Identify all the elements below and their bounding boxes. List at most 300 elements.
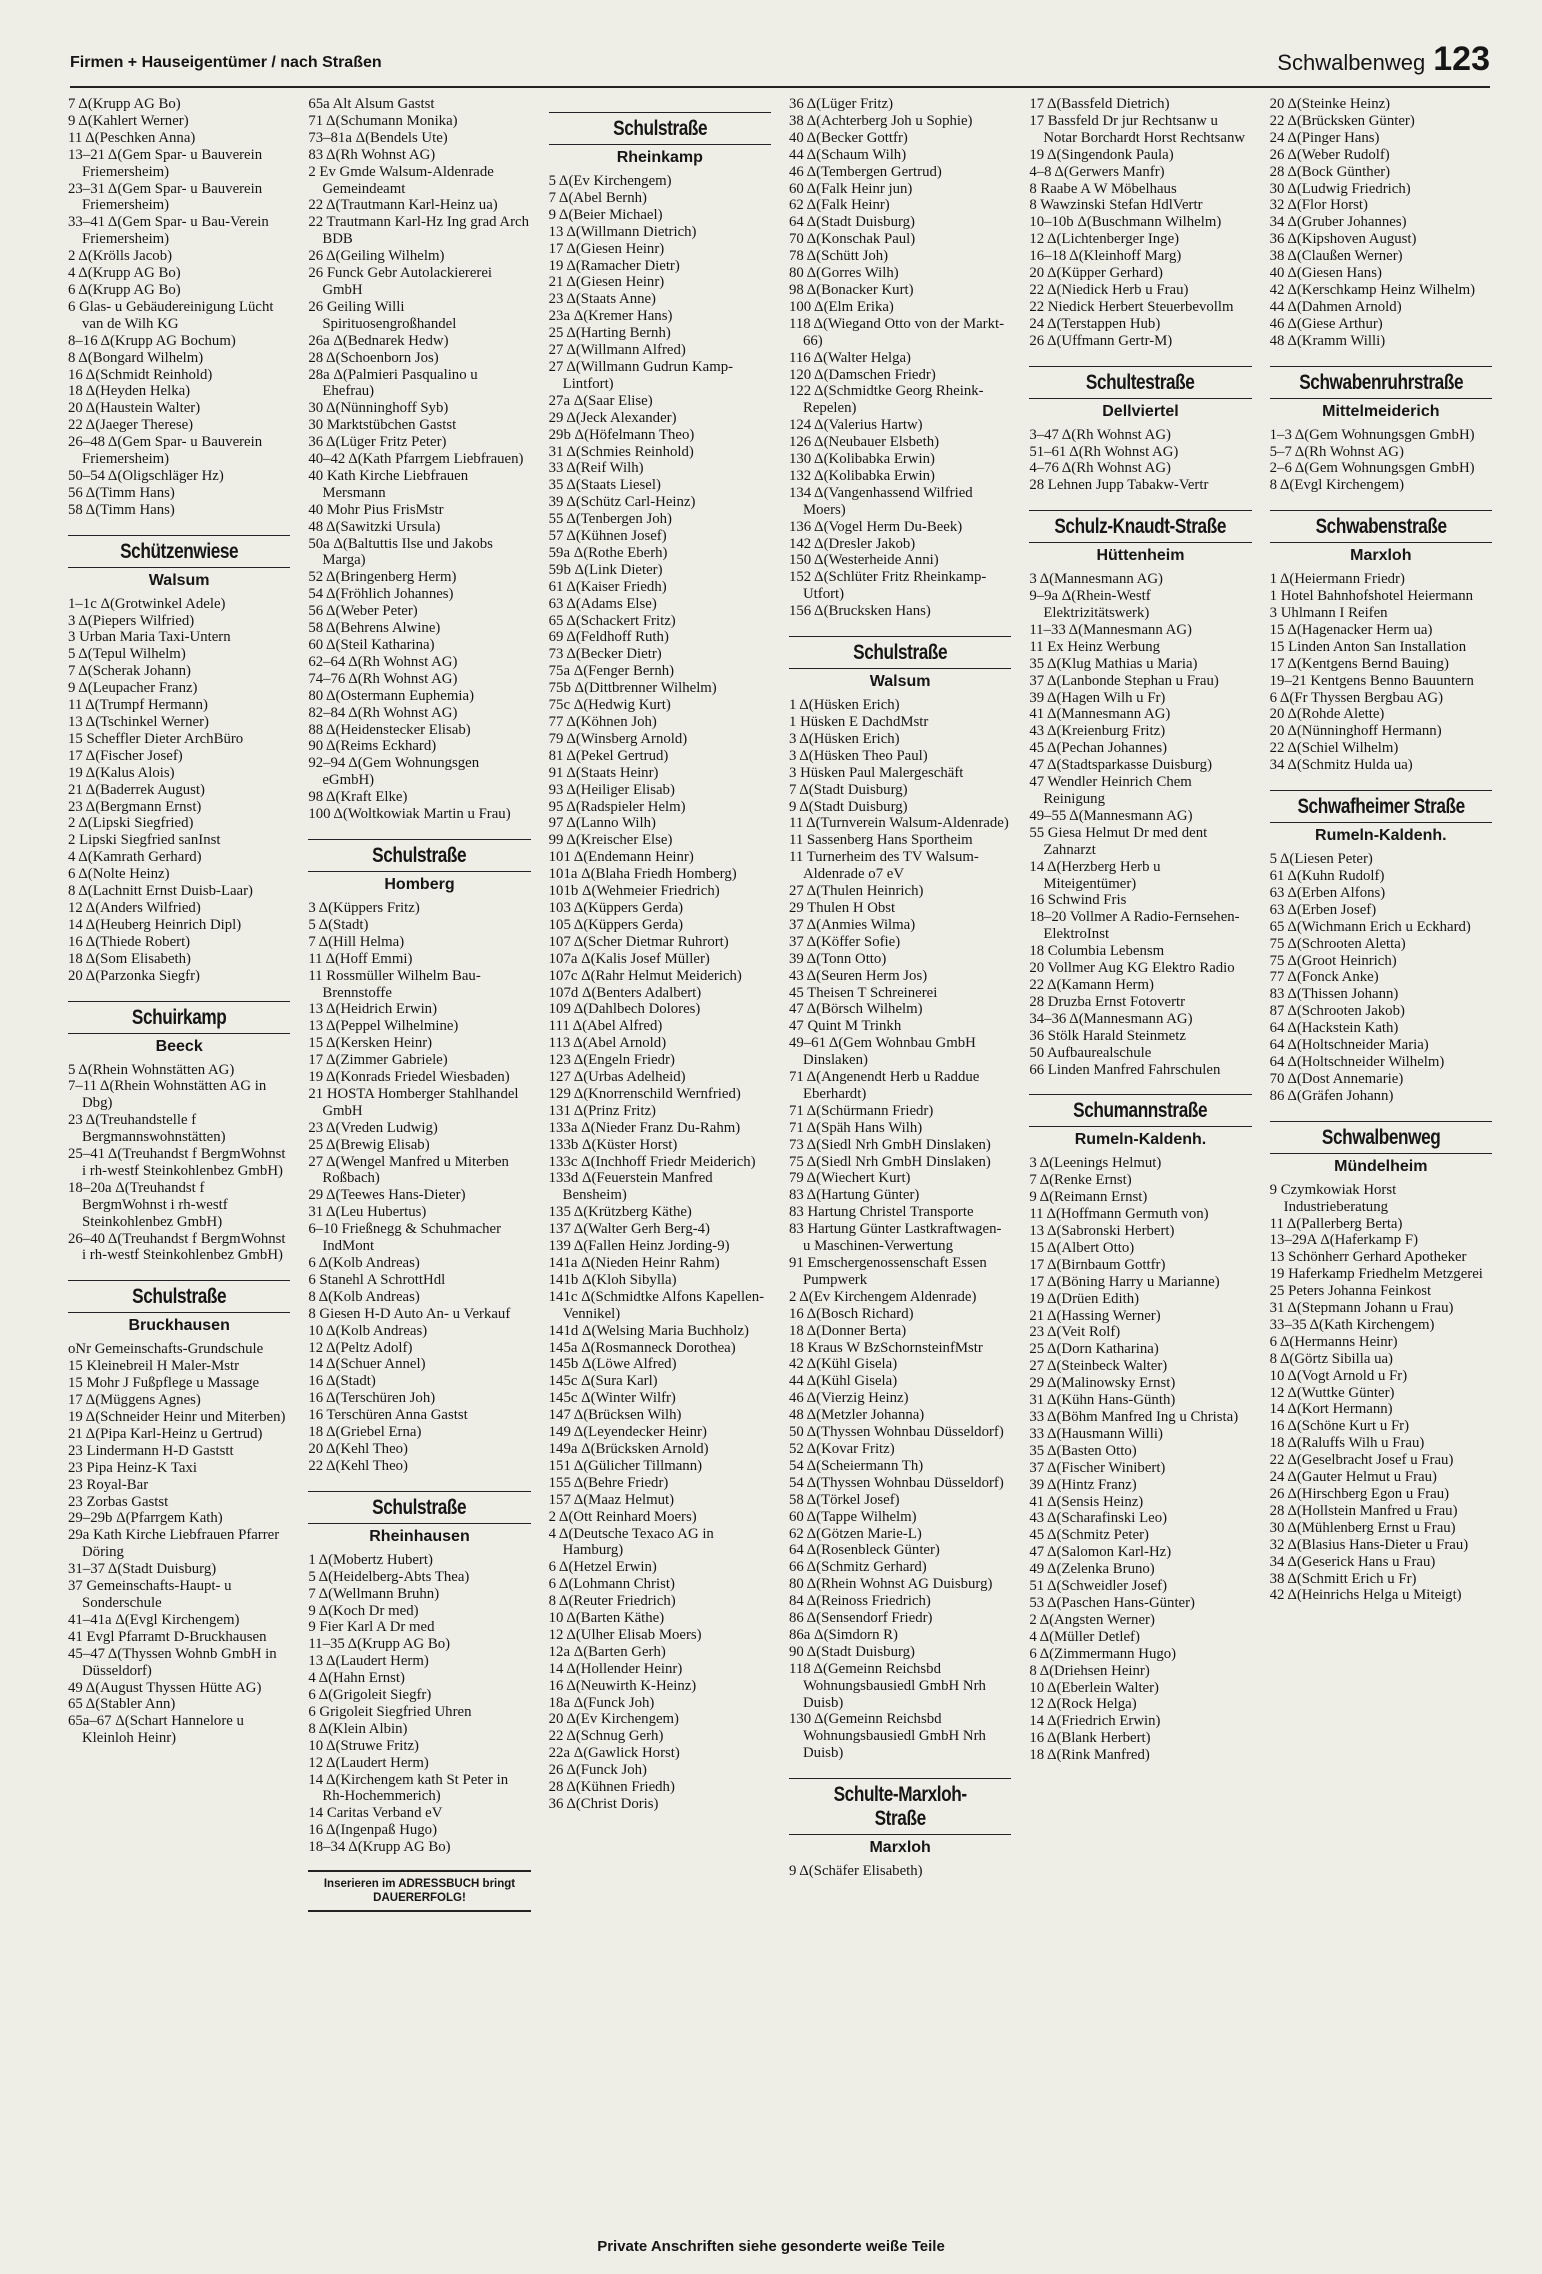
address-entry: 11 Ex Heinz Werbung <box>1029 638 1161 655</box>
address-entry: 50a Δ(Baltuttis Ilse und Jakobs Marga) <box>308 535 493 569</box>
address-entry: 133d Δ(Feuerstein Manfred Bensheim) <box>548 1170 713 1204</box>
address-entry: 83 Hartung Günter Lastkraftwagen- u Maschinen-Verwertung <box>788 1221 1002 1255</box>
street-section-header <box>68 1280 290 1335</box>
address-entry: 21 Δ(Hassing Werner) <box>1029 1307 1161 1324</box>
address-entry: 7 Δ(Abel Bernh) <box>548 189 647 206</box>
address-entry: 21 HOSTA Homberger Stahlhandel GmbH <box>308 1085 519 1119</box>
address-entry: 5 Δ(Ev Kirchengem) <box>548 173 672 189</box>
address-entry: 17 Δ(Giesen Heinr) <box>548 240 665 257</box>
address-entry: 23 Δ(Staats Anne) <box>548 291 656 308</box>
address-entry: 44 Δ(Kühl Gisela) <box>788 1373 898 1390</box>
address-entry: 43 Δ(Kreienburg Fritz) <box>1029 723 1166 740</box>
address-entry: 39 Δ(Tonn Otto) <box>788 950 887 967</box>
address-entry: 50 Aufbaurealschule <box>1029 1044 1152 1061</box>
address-entry: 30 Δ(Ludwig Friedrich) <box>1269 180 1411 197</box>
address-entry: 31 Δ(Stepmann Johann u Frau) <box>1269 1300 1454 1317</box>
address-entry: 18 Δ(Som Elisabeth) <box>68 950 191 967</box>
address-entry: 12 Δ(Lichtenberger Inge) <box>1029 231 1180 248</box>
address-entry: 6 Δ(Grigoleit Siegfr) <box>308 1687 432 1704</box>
address-entry: 6 Δ(Hetzel Erwin) <box>548 1559 657 1576</box>
address-entry: 62–64 Δ(Rh Wohnst AG) <box>308 653 458 670</box>
address-entry: 30 Δ(Mühlenberg Ernst u Frau) <box>1269 1519 1456 1536</box>
address-entry: 71 Δ(Angenendt Herb u Raddue Eberhardt) <box>788 1069 980 1102</box>
address-entry: 38 Δ(Schmitt Erich u Fr) <box>1269 1570 1417 1587</box>
address-entry: 40 Kath Kirche Liebfrauen Mersmann <box>308 467 469 501</box>
address-entry: 75 Δ(Siedl Nrh GmbH Dinslaken) <box>788 1153 991 1170</box>
street-name: Schwalbenweg <box>1321 1125 1441 1149</box>
street-section-header <box>549 112 771 167</box>
address-entry: 86 Δ(Sensendorf Friedr) <box>788 1610 933 1627</box>
address-entry: 27 Δ(Willmann Alfred) <box>548 342 686 359</box>
address-entry: 18 Kraus W BzSchornsteinfMstr <box>788 1339 983 1356</box>
section-rule <box>1270 822 1492 823</box>
address-entry: 19 Δ(Singendonk Paula) <box>1029 146 1174 163</box>
section-rule <box>68 535 290 536</box>
address-entry: 31–37 Δ(Stadt Duisburg) <box>68 1561 217 1578</box>
street-section-header <box>1270 790 1492 845</box>
address-entry: 64 Δ(Stadt Duisburg) <box>788 214 915 231</box>
street-section-header <box>1029 366 1251 421</box>
address-entry: 40–42 Δ(Kath Pfarrgem Liebfrauen) <box>308 451 524 468</box>
address-entry: 122 Δ(Schmidtke Georg Rheink-Repelen) <box>788 383 984 417</box>
address-entry: 13 Δ(Tschinkel Werner) <box>68 714 209 730</box>
address-entry: 51–61 Δ(Rh Wohnst AG) <box>1029 443 1179 460</box>
address-entry: 107a Δ(Kalis Josef Müller) <box>548 950 710 967</box>
address-entry: 81 Δ(Pekel Gertrud) <box>548 747 669 764</box>
address-entry: 8 Δ(Kolb Andreas) <box>308 1288 420 1305</box>
address-entry: 9 Δ(Stadt Duisburg) <box>788 798 908 815</box>
address-entry: 23–31 Δ(Gem Spar- u Bauverein Friemersheim) <box>68 180 263 214</box>
address-entry: 15 Δ(Albert Otto) <box>1029 1239 1135 1256</box>
address-entry: 100 Δ(Elm Erika) <box>788 298 894 315</box>
address-entry: 39 Δ(Hagen Wilh u Fr) <box>1029 689 1166 706</box>
address-entry: 51 Δ(Schweidler Josef) <box>1029 1578 1168 1595</box>
address-entry: 3 Hüsken Paul Malergeschäft <box>788 764 964 781</box>
address-entry: 9 Δ(Leupacher Franz) <box>68 680 198 697</box>
address-entry: 20 Δ(Rohde Alette) <box>1269 706 1385 723</box>
address-entry: 150 Δ(Westerheide Anni) <box>788 552 939 569</box>
address-entry: 19 Δ(Ramacher Dietr) <box>548 257 680 274</box>
address-entry: 34 Δ(Schmitz Hulda ua) <box>1269 757 1413 774</box>
address-entry: 4 Δ(Müller Detlef) <box>1029 1628 1140 1645</box>
address-entry: 16 Terschüren Anna Gastst <box>308 1407 468 1424</box>
address-entry: 12a Δ(Barten Gerh) <box>548 1643 666 1660</box>
address-entry: 12 Δ(Wuttke Günter) <box>1269 1384 1395 1401</box>
address-entry: 64 Δ(Rosenbleck Günter) <box>788 1542 940 1559</box>
address-entry: 91 Δ(Staats Heinr) <box>548 764 659 781</box>
section-rule <box>789 1834 1011 1835</box>
address-entry: 73–81a Δ(Bendels Ute) <box>308 129 448 146</box>
address-entry: 66 Δ(Schmitz Gerhard) <box>788 1559 927 1576</box>
address-entry: 90 Δ(Reims Eckhard) <box>308 738 437 755</box>
street-section-header <box>1029 1094 1251 1149</box>
section-rule <box>1029 510 1251 511</box>
address-entry: 4 Δ(Kamrath Gerhard) <box>68 849 202 866</box>
address-entry: 55 Giesa Helmut Dr med dent Zahnarzt <box>1029 824 1208 858</box>
page-number: 123 <box>1433 40 1490 78</box>
address-entry: 111 Δ(Abel Alfred) <box>548 1018 663 1035</box>
address-entry: 21 Δ(Giesen Heinr) <box>548 274 665 291</box>
section-rule <box>549 144 771 145</box>
address-entry: 19 Δ(Konrads Friedel Wiesbaden) <box>308 1069 510 1086</box>
address-entry: 46 Δ(Vierzig Heinz) <box>788 1390 909 1407</box>
address-entry: 71 Δ(Schürmann Friedr) <box>788 1102 934 1119</box>
address-entry: 145c Δ(Sura Karl) <box>548 1373 658 1390</box>
address-entry: 16 Δ(Stadt) <box>308 1373 376 1390</box>
district-name: Homberg <box>384 875 455 893</box>
address-entry: 80 Δ(Ostermann Euphemia) <box>308 687 474 704</box>
street-name: Schultestraße <box>1086 370 1195 394</box>
address-entry: 145a Δ(Rosmanneck Dorothea) <box>548 1339 736 1356</box>
address-entry: 26 Δ(Geiling Wilhelm) <box>308 248 445 265</box>
address-entry: 26–40 Δ(Treuhandst f BergmWohnst i rh-westf Steinkohlenbez GmbH) <box>68 1230 286 1264</box>
address-entry: 16 Δ(Bosch Richard) <box>788 1305 914 1322</box>
address-entry: 1 Δ(Hüsken Erich) <box>788 697 900 714</box>
street-name: Schulz-Knaudt-Straße <box>1054 515 1227 539</box>
address-entry: 11 Δ(Hoff Emmi) <box>308 950 413 967</box>
address-entry: 58 Δ(Timm Hans) <box>68 501 175 518</box>
address-entry: 123 Δ(Engeln Friedr) <box>548 1052 675 1069</box>
address-entry: 42 Δ(Heinrichs Helga u Miteigt) <box>1269 1587 1462 1604</box>
address-entry: 58 Δ(Behrens Alwine) <box>308 620 441 637</box>
header-category: Firmen + Hauseigentümer / nach Straßen <box>70 54 382 71</box>
address-entry: 11 Δ(Turnverein Walsum-Aldenrade) <box>788 815 1009 832</box>
section-rule <box>68 1033 290 1034</box>
address-entry: 11 Rossmüller Wilhelm Bau-Brennstoffe <box>308 967 481 1001</box>
address-entry: 62 Δ(Götzen Marie-L) <box>788 1525 922 1542</box>
address-entry: 136 Δ(Vogel Herm Du-Beek) <box>788 518 963 535</box>
address-entry: 29a Kath Kirche Liebfrauen Pfarrer Döring <box>68 1527 280 1561</box>
address-entry: 23 Δ(Vreden Ludwig) <box>308 1119 438 1136</box>
address-entry: 77 Δ(Fonck Anke) <box>1269 969 1379 986</box>
address-entry: 132 Δ(Kolibabka Erwin) <box>788 467 935 484</box>
address-entry: 35 Δ(Klug Mathias u Maria) <box>1029 655 1198 672</box>
section-rule <box>1270 542 1492 543</box>
address-entry: 31 Δ(Leu Hubertus) <box>308 1204 427 1221</box>
address-entry: 8 Wawzinski Stefan HdlVertr <box>1029 197 1203 214</box>
address-entry: 116 Δ(Walter Helga) <box>788 349 911 366</box>
street-name: Schulstraße <box>853 641 948 665</box>
address-entry: 6 Δ(Nolte Heinz) <box>68 866 170 883</box>
address-entry: 13 Δ(Willmann Dietrich) <box>548 223 697 240</box>
address-entry: 22 Δ(Kamann Herm) <box>1029 976 1154 993</box>
address-entry: 2 Δ(Lipski Siegfried) <box>68 815 194 832</box>
street-name: Schulstraße <box>372 1495 467 1519</box>
street-section-header <box>308 1491 530 1546</box>
address-entry: 86a Δ(Simdorn R) <box>788 1626 898 1643</box>
address-entry: 9 Δ(Kahlert Werner) <box>68 112 189 129</box>
address-entry: 18 Δ(Raluffs Wilh u Frau) <box>1269 1435 1425 1452</box>
address-entry: 13 Δ(Sabronski Herbert) <box>1029 1223 1175 1240</box>
street-section-header <box>789 1778 1011 1857</box>
street-section-header <box>1270 366 1492 421</box>
address-entry: 65a Alt Alsum Gastst <box>308 96 435 112</box>
address-entry: 43 Δ(Seuren Herm Jos) <box>788 967 928 984</box>
district-name: Rheinkamp <box>616 149 703 166</box>
address-entry: 27 Δ(Wengel Manfred u Miterben Roßbach) <box>308 1153 509 1187</box>
address-entry: 16 Δ(Terschüren Joh) <box>308 1390 436 1407</box>
address-entry: 27 Δ(Willmann Gudrun Kamp-Lintfort) <box>548 358 734 392</box>
address-entry: 63 Δ(Erben Josef) <box>1269 901 1377 918</box>
address-entry: 7 Δ(Scherak Johann) <box>68 663 191 680</box>
address-entry: 83 Δ(Rh Wohnst AG) <box>308 146 436 163</box>
address-entry: 79 Δ(Winsberg Arnold) <box>548 730 688 747</box>
address-entry: 118 Δ(Gemeinn Reichsbd Wohnungsbausiedl GmbH Nrh Duisb) <box>788 1660 986 1711</box>
address-entry: 60 Δ(Tappe Wilhelm) <box>788 1508 917 1525</box>
address-entry: 18 Columbia Lebensm <box>1029 943 1165 960</box>
address-entry: 18 Δ(Rink Manfred) <box>1029 1747 1150 1764</box>
address-entry: 63 Δ(Erben Alfons) <box>1269 884 1386 901</box>
address-entry: 8 Δ(Driehsen Heinr) <box>1029 1662 1150 1679</box>
address-entry: 47 Δ(Salomon Karl-Hz) <box>1029 1544 1172 1561</box>
address-entry: 36 Stölk Harald Steinmetz <box>1029 1027 1186 1044</box>
column-4 <box>789 96 1011 2196</box>
address-entry: 27a Δ(Saar Elise) <box>548 392 653 409</box>
address-entry: 13 Δ(Heidrich Erwin) <box>308 1001 438 1018</box>
address-entry: 44 Δ(Schaum Wilh) <box>788 146 907 163</box>
section-rule <box>1029 1094 1251 1095</box>
address-entry: 12 Δ(Peltz Adolf) <box>308 1339 413 1356</box>
address-entry: 11 Δ(Peschken Anna) <box>68 129 196 146</box>
address-entry: 17 Δ(Müggens Agnes) <box>68 1392 201 1409</box>
address-entry: 20 Δ(Nünninghoff Hermann) <box>1269 723 1442 740</box>
address-entry: 5 Δ(Liesen Peter) <box>1269 851 1373 868</box>
address-entry: 49–55 Δ(Mannesmann AG) <box>1029 807 1193 824</box>
address-entry: 145b Δ(Löwe Alfred) <box>548 1356 677 1373</box>
address-entry: 22 Δ(Brücksken Günter) <box>1269 112 1415 129</box>
address-entry: 54 Δ(Scheiermann Th) <box>788 1457 924 1474</box>
address-entry: 109 Δ(Dahlbech Dolores) <box>548 1001 701 1018</box>
address-entry: 32 Δ(Blasius Hans-Dieter u Frau) <box>1269 1536 1469 1553</box>
address-entry: 78 Δ(Schütt Joh) <box>788 248 889 265</box>
address-entry: 8 Δ(Reuter Friedrich) <box>548 1593 676 1610</box>
district-name: Walsum <box>869 673 931 691</box>
address-entry: 63 Δ(Adams Else) <box>548 595 657 612</box>
address-entry: 42 Δ(Kerschkamp Heinz Wilhelm) <box>1269 281 1476 298</box>
address-entry: 23 Δ(Treuhandstelle f Bergmannswohnstätten) <box>68 1112 226 1146</box>
address-entry: 44 Δ(Dahmen Arnold) <box>1269 298 1402 315</box>
address-entry: 1 Δ(Mobertz Hubert) <box>308 1551 433 1568</box>
address-entry: 12 Δ(Rock Helga) <box>1029 1696 1137 1713</box>
street-section-header <box>789 636 1011 691</box>
address-entry: 70 Δ(Konschak Paul) <box>788 231 916 248</box>
address-entry: 41 Evgl Pfarramt D-Bruckhausen <box>68 1628 267 1645</box>
listing-columns <box>68 96 1492 2196</box>
address-entry: 13 Schönherr Gerhard Apotheker <box>1269 1249 1467 1266</box>
street-name: Schulstraße <box>372 843 467 867</box>
section-rule <box>1270 510 1492 511</box>
address-entry: 18a Δ(Funck Joh) <box>548 1694 655 1711</box>
address-entry: 11–33 Δ(Mannesmann AG) <box>1029 621 1192 638</box>
address-entry: 17 Bassfeld Dr jur Rechtsanw u Notar Borchardt Horst Rechtsanw <box>1029 112 1246 146</box>
section-rule <box>1029 398 1251 399</box>
address-entry: 10 Δ(Kolb Andreas) <box>308 1322 428 1339</box>
address-entry: 48 Δ(Sawitzki Ursula) <box>308 518 441 535</box>
district-name: Rumeln-Kaldenh. <box>1315 827 1447 845</box>
address-entry: 135 Δ(Krützberg Käthe) <box>548 1204 692 1221</box>
address-entry: 149 Δ(Leyendecker Heinr) <box>548 1424 707 1441</box>
address-entry: 149a Δ(Brücksken Arnold) <box>548 1440 709 1457</box>
address-entry: 45 Δ(Pechan Johannes) <box>1029 740 1168 757</box>
address-entry: 100 Δ(Woltkowiak Martin u Frau) <box>308 806 511 823</box>
address-entry: 126 Δ(Neubauer Elsbeth) <box>788 434 940 451</box>
address-entry: 8 Δ(Lachnitt Ernst Duisb-Laar) <box>68 883 253 900</box>
address-entry: 93 Δ(Heiliger Elisab) <box>548 781 675 798</box>
address-entry: 26 Δ(Hirschberg Egon u Frau) <box>1269 1486 1450 1502</box>
address-entry: 33 Δ(Reif Wilh) <box>548 460 644 477</box>
address-entry: 6 Δ(Krupp AG Bo) <box>68 281 181 298</box>
address-entry: 14 Δ(Kort Hermann) <box>1269 1401 1393 1418</box>
address-entry: 3 Uhlmann I Reifen <box>1269 605 1388 622</box>
address-entry: 71 Δ(Schumann Monika) <box>308 112 458 129</box>
address-entry: 79 Δ(Wiechert Kurt) <box>788 1170 911 1187</box>
address-entry: 47 Quint M Trinkh <box>788 1018 902 1035</box>
address-entry: 133a Δ(Nieder Franz Du-Rahm) <box>548 1119 741 1136</box>
address-entry: 134 Δ(Vangenhassend Wilfried Moers) <box>788 484 973 518</box>
address-entry: 10 Δ(Barten Käthe) <box>548 1610 665 1627</box>
address-entry: 6 Stanehl A SchrottHdl <box>308 1271 446 1288</box>
address-entry: 129 Δ(Knorrenschild Wernfried) <box>548 1085 741 1102</box>
column-6 <box>1270 96 1492 2196</box>
address-entry: 130 Δ(Kolibabka Erwin) <box>788 451 935 468</box>
address-entry: 25 Δ(Brewig Elisab) <box>308 1136 430 1153</box>
address-entry: 22 Δ(Niedick Herb u Frau) <box>1029 281 1189 298</box>
street-name: Schwabenruhrstraße <box>1298 370 1463 394</box>
address-entry: 141c Δ(Schmidtke Alfons Kapellen-Vennikel) <box>548 1288 765 1322</box>
address-entry: 3 Urban Maria Taxi-Untern <box>68 629 231 646</box>
street-name: Schützenwiese <box>120 539 239 563</box>
section-rule <box>1029 542 1251 543</box>
street-section-header <box>1029 510 1251 565</box>
address-entry: 3 Δ(Hüsken Theo Paul) <box>788 747 928 764</box>
address-entry: 14 Δ(Hollender Heinr) <box>548 1660 683 1677</box>
street-section-header <box>1270 1121 1492 1176</box>
address-entry: 3 Δ(Piepers Wilfried) <box>68 612 195 629</box>
address-entry: 20 Vollmer Aug KG Elektro Radio <box>1029 960 1235 977</box>
address-entry: 98 Δ(Kraft Elke) <box>308 789 408 806</box>
address-entry: 14 Δ(Schuer Annel) <box>308 1356 426 1373</box>
address-entry: 18–20a Δ(Treuhandst f BergmWohnst i rh-westf Steinkohlenbez GmbH) <box>68 1179 228 1230</box>
address-entry: 56 Δ(Timm Hans) <box>68 484 175 501</box>
address-entry: 37 Δ(Köffer Sofie) <box>788 933 901 950</box>
section-rule <box>1270 366 1492 367</box>
address-entry: 21 Δ(Pipa Karl-Heinz u Gertrud) <box>68 1425 263 1442</box>
address-entry: 147 Δ(Brücksen Wilh) <box>548 1407 682 1424</box>
address-entry: 28 Δ(Hollstein Manfred u Frau) <box>1269 1502 1458 1519</box>
address-entry: 145c Δ(Winter Wilfr) <box>548 1390 676 1407</box>
street-name: Schwabenstraße <box>1315 515 1447 539</box>
address-entry: 22 Δ(Trautmann Karl-Heinz ua) <box>308 197 498 214</box>
address-entry: 47 Δ(Stadtsparkasse Duisburg) <box>1029 757 1212 774</box>
address-entry: 16 Schwind Fris <box>1029 892 1127 909</box>
address-entry: 61 Δ(Kuhn Rudolf) <box>1269 868 1385 884</box>
address-entry: 29 Thulen H Obst <box>788 899 896 916</box>
address-entry: 52 Δ(Kovar Fritz) <box>788 1440 895 1457</box>
address-entry: 46 Δ(Tembergen Gertrud) <box>788 163 942 180</box>
address-entry: 97 Δ(Lanno Wilh) <box>548 815 656 832</box>
address-entry: 65 Δ(Schackert Fritz) <box>548 612 676 629</box>
address-entry: 77 Δ(Köhnen Joh) <box>548 714 657 730</box>
address-entry: 47 Wendler Heinrich Chem Reinigung <box>1029 774 1192 807</box>
page-header <box>70 40 1490 88</box>
district-name: Mündelheim <box>1334 1157 1428 1175</box>
address-entry: 17 Δ(Birnbaum Gottfr) <box>1029 1256 1166 1273</box>
address-entry: 18–20 Vollmer A Radio-Fernsehen-ElektroInst <box>1029 909 1240 943</box>
address-entry: 120 Δ(Damschen Friedr) <box>788 366 936 383</box>
address-entry: 75c Δ(Hedwig Kurt) <box>548 697 671 714</box>
street-name: Schwafheimer Straße <box>1297 795 1465 819</box>
address-entry: 80 Δ(Gorres Wilh) <box>788 265 899 282</box>
address-entry: 7 Δ(Krupp AG Bo) <box>68 96 181 112</box>
address-entry: 6–10 Frießnegg & Schuhmacher IndMont <box>308 1221 502 1255</box>
address-entry: 29 Δ(Jeck Alexander) <box>548 409 677 426</box>
address-entry: 50–54 Δ(Oligschläger Hz) <box>68 467 224 484</box>
address-entry: 8 Δ(Klein Albin) <box>308 1720 408 1737</box>
address-entry: 6 Δ(Kolb Andreas) <box>308 1255 420 1271</box>
address-entry: 9 Δ(Koch Dr med) <box>308 1602 419 1619</box>
address-entry: 1 Δ(Heiermann Friedr) <box>1269 571 1405 588</box>
address-entry: 9–9a Δ(Rhein-Westf Elektrizitätswerk) <box>1029 588 1151 622</box>
address-entry: 142 Δ(Dresler Jakob) <box>788 535 916 552</box>
address-entry: 92–94 Δ(Gem Wohnungsgen eGmbH) <box>308 755 480 789</box>
address-entry: 101 Δ(Endemann Heinr) <box>548 849 694 866</box>
address-entry: 27 Δ(Steinbeck Walter) <box>1029 1358 1168 1375</box>
address-entry: 2 Δ(Krölls Jacob) <box>68 248 173 265</box>
address-entry: 16 Δ(Thiede Robert) <box>68 933 191 950</box>
address-entry: 22 Trautmann Karl-Hz Ing grad Arch BDB <box>308 214 530 248</box>
address-entry: 31 Δ(Schmies Reinhold) <box>548 443 694 460</box>
address-entry: 16 Δ(Schmidt Reinhold) <box>68 366 213 383</box>
address-entry: 49 Δ(August Thyssen Hütte AG) <box>68 1679 262 1696</box>
address-entry: 64 Δ(Hackstein Kath) <box>1269 1020 1399 1037</box>
address-entry: 69 Δ(Feldhoff Ruth) <box>548 629 669 646</box>
section-rule <box>308 1523 530 1524</box>
address-entry: 48 Δ(Metzler Johanna) <box>788 1407 925 1424</box>
address-entry: 7–11 Δ(Rhein Wohnstätten AG in Dbg) <box>68 1078 267 1112</box>
address-entry: 1 Hotel Bahnhofshotel Heiermann <box>1269 588 1474 605</box>
address-entry: 19 Δ(Kalus Alois) <box>68 764 175 781</box>
address-entry: 4 Δ(Krupp AG Bo) <box>68 265 181 282</box>
address-entry: 36 Δ(Kipshoven August) <box>1269 231 1417 248</box>
address-entry: 62 Δ(Falk Heinr) <box>788 197 890 214</box>
district-name: Dellviertel <box>1102 402 1179 420</box>
address-entry: 26–48 Δ(Gem Spar- u Bauverein Friemersheim) <box>68 434 263 468</box>
address-entry: 6 Grigoleit Siegfried Uhren <box>308 1703 472 1720</box>
address-entry: 105 Δ(Küppers Gerda) <box>548 916 684 933</box>
section-rule <box>68 567 290 568</box>
address-entry: 3 Δ(Küppers Fritz) <box>308 899 420 916</box>
address-entry: 11 Δ(Trumpf Hermann) <box>68 697 208 714</box>
district-name: Walsum <box>148 571 210 589</box>
address-entry: 86 Δ(Gräfen Johann) <box>1269 1087 1394 1104</box>
address-entry: 38 Δ(Claußen Werner) <box>1269 248 1403 265</box>
address-entry: 2 Lipski Siegfried sanInst <box>68 832 221 849</box>
address-entry: 107 Δ(Scher Dietmar Ruhrort) <box>548 933 729 950</box>
section-rule <box>1029 366 1251 367</box>
address-entry: 8 Raabe A W Möbelhaus <box>1029 180 1177 197</box>
address-entry: 55 Δ(Tenbergen Joh) <box>548 511 672 528</box>
address-entry: 98 Δ(Bonacker Kurt) <box>788 281 914 298</box>
section-rule <box>68 1312 290 1313</box>
address-entry: 127 Δ(Urbas Adelheid) <box>548 1069 686 1086</box>
section-rule <box>549 112 771 113</box>
address-entry: 53 Δ(Paschen Hans-Günter) <box>1029 1594 1195 1611</box>
address-entry: 5 Δ(Stadt) <box>308 916 369 933</box>
district-name: Beeck <box>155 1037 203 1055</box>
address-entry: 6 Glas- u Gebäudereinigung Lücht van de Wilh KG <box>68 298 274 332</box>
address-entry: 80 Δ(Rhein Wohnst AG Duisburg) <box>788 1576 993 1593</box>
address-entry: 22 Δ(Jaeger Therese) <box>68 417 194 434</box>
